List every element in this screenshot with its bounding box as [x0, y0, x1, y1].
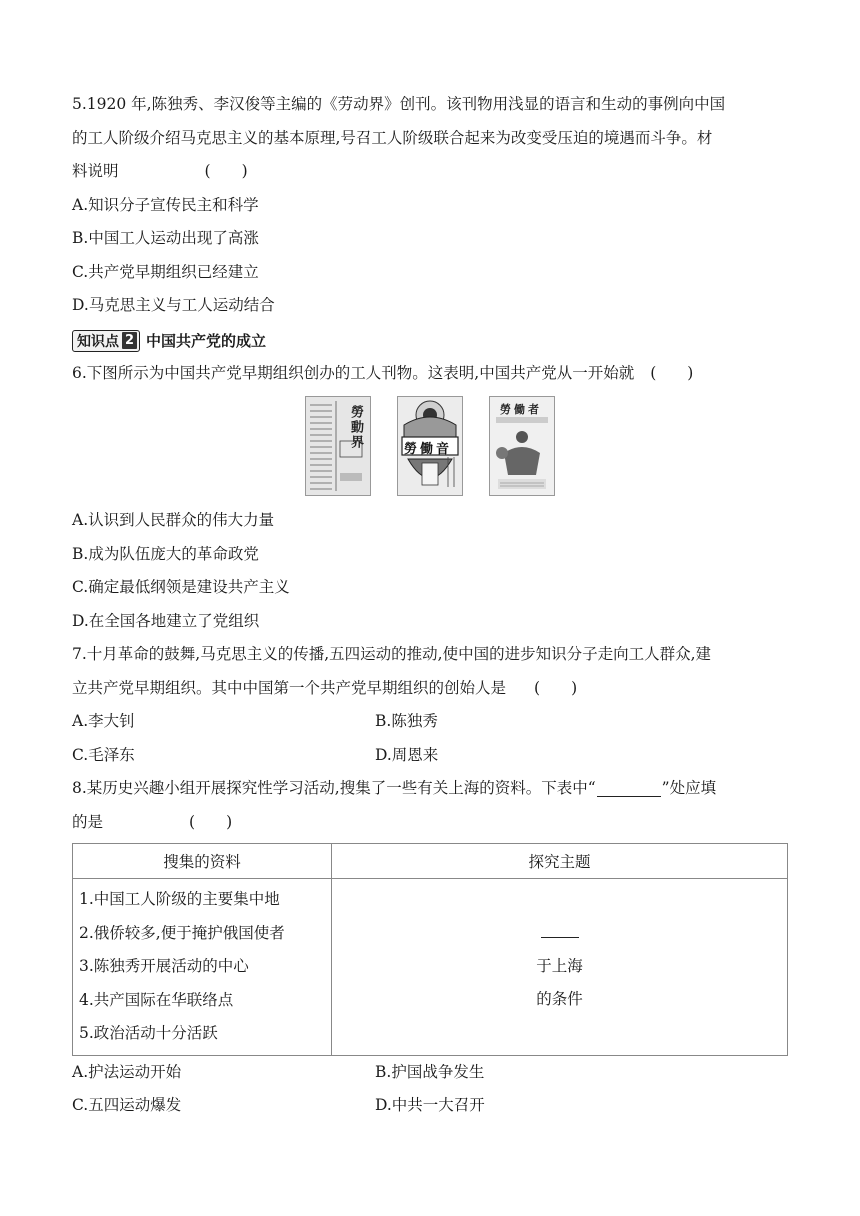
material-item: 1.中国工人阶级的主要集中地	[79, 890, 280, 908]
theme-blank-line[interactable]	[333, 917, 786, 950]
question-6-stem-text: 6.下图所示为中国共产党早期组织创办的工人刊物。这表明,中国共产党从一开始就	[72, 363, 635, 382]
periodical-title: 勞働音	[404, 442, 453, 457]
options-row-2	[72, 739, 788, 773]
knowledge-point-number: 2	[122, 332, 137, 349]
option-b[interactable]: B.成为队伍庞大的革命政党	[72, 544, 259, 563]
option-a[interactable]: A.认识到人民群众的伟大力量	[72, 511, 275, 529]
question-5	[72, 88, 788, 323]
knowledge-point-title: 中国共产党的成立	[146, 332, 267, 350]
options-row-2	[72, 1089, 788, 1123]
option-a[interactable]: A.知识分子宣传民主和科学	[72, 195, 259, 214]
question-8-stem-part-1: 8.某历史兴趣小组开展探究性学习活动,搜集了一些有关上海的资料。下表中“	[72, 779, 596, 797]
periodical-images	[72, 396, 788, 496]
materials-table	[72, 843, 788, 1056]
periodical-image-laodongyin	[397, 396, 463, 496]
question-7-stem-line-2	[72, 672, 788, 706]
question-8	[72, 772, 788, 1123]
knowledge-point-header	[72, 327, 788, 355]
question-8-stem-line-1	[72, 772, 788, 806]
table-row	[73, 879, 788, 1056]
option-d[interactable]: D.马克思主义与工人运动结合	[72, 296, 275, 314]
question-6	[72, 357, 788, 639]
answer-parentheses[interactable]: ( )	[204, 162, 248, 180]
periodical-image-laodongjie	[305, 396, 371, 496]
material-item: 5.政治活动十分活跃	[79, 1024, 218, 1042]
knowledge-point-badge	[72, 330, 140, 352]
table-header-row	[73, 844, 788, 879]
question-8-stem-end: 的是	[72, 812, 104, 831]
question-7	[72, 638, 788, 772]
materials-cell	[73, 879, 332, 1056]
material-item: 4.共产国际在华联络点	[79, 990, 234, 1009]
option-a[interactable]: A.护法运动开始	[72, 1062, 182, 1081]
question-5-stem-line-2: 的工人阶级介绍马克思主义的基本原理,号召工人阶级联合起来为改变受压迫的境遇而斗争。材	[72, 128, 713, 147]
question-8-stem-part-2: ”处应填	[661, 779, 717, 797]
periodical-image-laodongzhe	[489, 396, 555, 496]
question-7-stem-end: 立共产党早期组织。其中中国第一个共产党早期组织的创始人是	[72, 678, 507, 697]
theme-line-2: 的条件	[536, 990, 583, 1009]
option-b[interactable]: B.护国战争发生	[375, 1062, 485, 1081]
material-item: 2.俄侨较多,便于掩护俄国使者	[79, 923, 285, 942]
question-5-stem-line-3	[72, 155, 788, 189]
option-a[interactable]: A.李大钊	[72, 712, 135, 730]
answer-parentheses[interactable]: ( )	[650, 363, 694, 382]
option-b[interactable]: B.中国工人运动出现了高涨	[72, 229, 259, 247]
fill-in-blank[interactable]	[597, 782, 661, 797]
answer-parentheses[interactable]: ( )	[534, 678, 578, 697]
option-b[interactable]: B.陈独秀	[375, 712, 438, 730]
table-header-materials: 搜集的资料	[73, 844, 332, 879]
material-item: 3.陈独秀开展活动的中心	[79, 957, 249, 975]
periodical-title: 勞動界	[348, 405, 363, 450]
periodical-title: 勞働者	[500, 403, 542, 416]
theme-cell	[332, 879, 788, 1056]
question-7-stem-line-1: 7.十月革命的鼓舞,马克思主义的传播,五四运动的推动,使中国的进步知识分子走向工人群众,建	[72, 645, 711, 663]
options-row-1	[72, 1056, 788, 1090]
answer-parentheses[interactable]: ( )	[189, 812, 233, 831]
option-c[interactable]: C.共产党早期组织已经建立	[72, 262, 259, 281]
table-header-theme: 探究主题	[332, 844, 788, 879]
question-5-stem-line-1: 5.1920 年,陈独秀、李汉俊等主编的《劳动界》创刊。该刊物用浅显的语言和生动的事例向中国	[72, 95, 726, 113]
theme-line-1: 于上海	[536, 957, 583, 976]
option-d[interactable]: D.周恩来	[375, 745, 439, 764]
question-8-stem-line-2	[72, 806, 788, 840]
worksheet-page	[72, 88, 788, 1123]
option-c[interactable]: C.毛泽东	[72, 745, 135, 764]
option-c[interactable]: C.五四运动爆发	[72, 1096, 182, 1114]
option-c[interactable]: C.确定最低纲领是建设共产主义	[72, 578, 290, 596]
option-d[interactable]: D.中共一大召开	[375, 1096, 485, 1114]
option-d[interactable]: D.在全国各地建立了党组织	[72, 611, 260, 630]
question-6-stem	[72, 357, 788, 391]
options-row-1	[72, 705, 788, 739]
knowledge-point-badge-label: 知识点	[77, 333, 119, 350]
question-5-stem-end: 料说明	[72, 162, 119, 180]
